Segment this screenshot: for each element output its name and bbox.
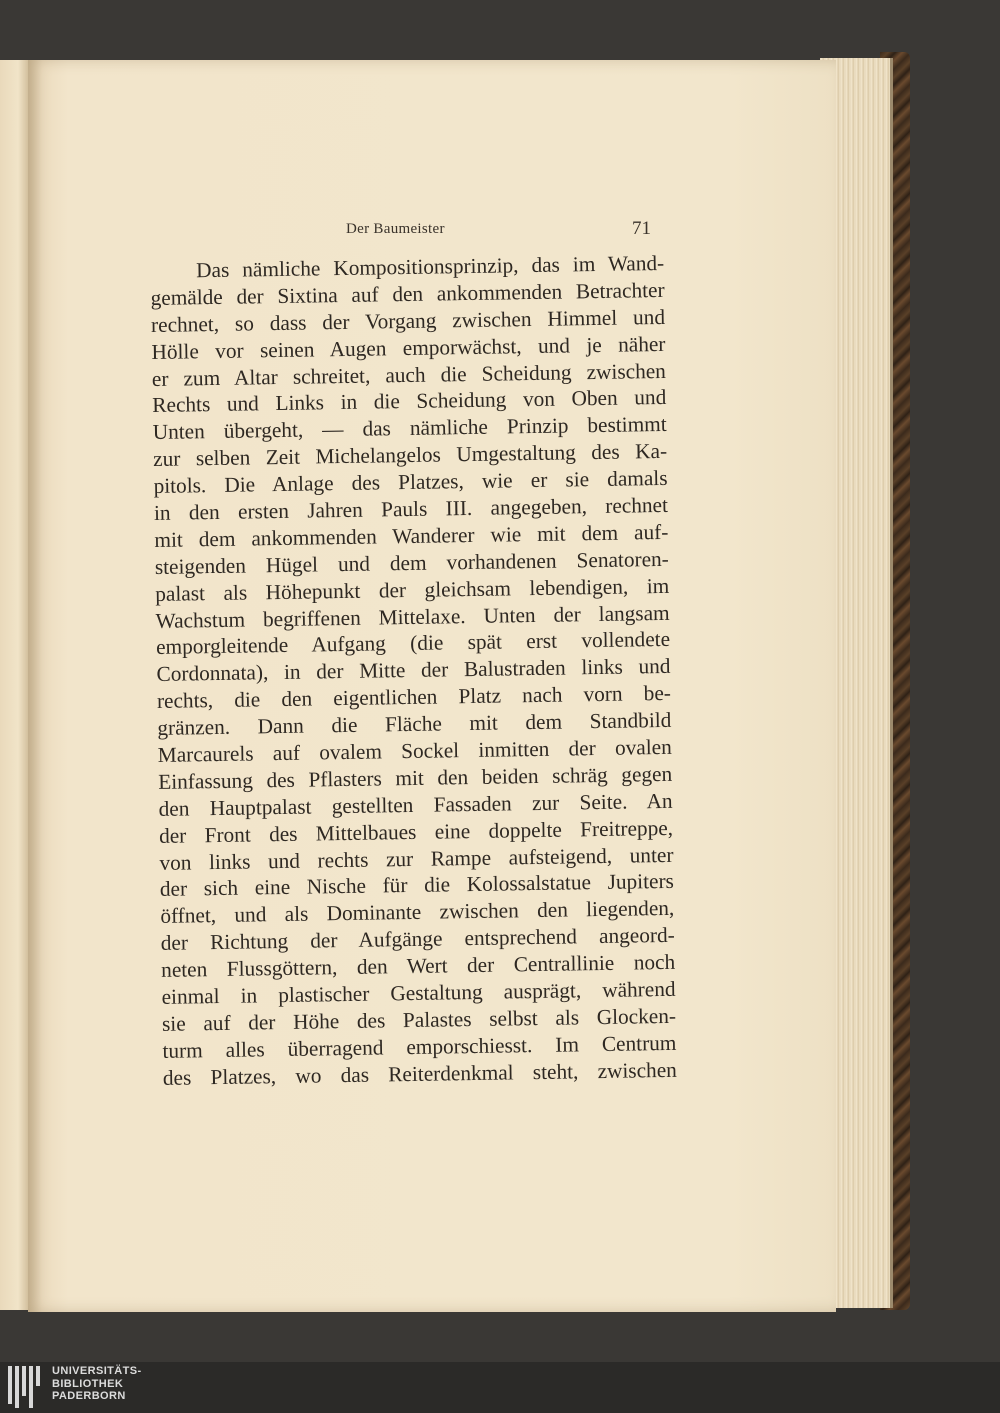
text-line: neten Flussgöttern, den Wert der Centrallinie noch (160, 949, 676, 983)
text-line: einmal in plastischer Gestaltung ausprägt, während (161, 976, 676, 1009)
text-line: turm alles überragend emporschiesst. Im Centrum (162, 1030, 677, 1063)
text-line: Unten übergeht, — das nämliche Prinzip bestimmt (152, 412, 667, 445)
text-line: sie auf der Höhe des Palastes selbst als Glocken- (161, 1003, 677, 1036)
text-line: steigenden Hügel und dem vorhandenen Senatoren- (154, 546, 669, 579)
body-text (150, 250, 677, 1092)
text-line: Das nämliche Kompositionsprinzip, das im Wand- (196, 250, 665, 283)
library-logo-text (52, 1365, 142, 1403)
running-head: Der Baumeister (346, 221, 445, 237)
page-number: 71 (632, 218, 651, 239)
text-line: Wachstum begriffenen Mittelaxe. Unten der langsam (155, 600, 670, 633)
text-line: Marcaurels auf ovalem Sockel inmitten der ovalen (157, 734, 672, 767)
text-line: Hölle vor seinen Augen emporwächst, und je näher (151, 331, 666, 364)
library-logo-icon (8, 1366, 42, 1408)
left-page-edge (0, 60, 30, 1310)
text-line: rechts, die den eigentlichen Platz nach vorn be- (156, 681, 672, 714)
text-line: gemälde der Sixtina auf den ankommenden Betrachter (150, 277, 665, 310)
text-line: in den ersten Jahren Pauls III. angegeben, rechnet (153, 492, 669, 525)
text-line: er zum Altar schreitet, auch die Scheidung zwischen (151, 358, 667, 391)
text-line: rechnet, so dass der Vorgang zwischen Himmel und (150, 304, 666, 337)
text-line: Einfassung des Pflasters mit den beiden schräg gegen (158, 761, 673, 794)
logo-line: UNIVERSITÄTS- (52, 1365, 142, 1377)
text-line: Cordonnata), in der Mitte der Balustraden links und (156, 654, 671, 687)
text-line: Rechts und Links in die Scheidung von Oben und (152, 385, 667, 418)
text-line: von links und rechts zur Rampe aufsteigend, unter (159, 842, 674, 875)
text-line: mit dem ankommenden Wanderer wie mit dem auf- (154, 519, 669, 552)
text-line: öffnet, und als Dominante zwischen den liegenden, (160, 896, 675, 929)
logo-line: PADERBORN (52, 1390, 126, 1402)
text-line: zur selben Zeit Michelangelos Umgestaltung des Ka- (152, 439, 668, 472)
logo-line: BIBLIOTHEK (52, 1377, 124, 1390)
text-line: der Front des Mittelbaues eine doppelte Freitreppe, (158, 815, 674, 848)
text-line: palast als Höhepunkt der gleichsam lebendigen, im (155, 573, 670, 606)
text-line: der Richtung der Aufgänge entsprechend angeord- (160, 923, 675, 956)
text-line: gränzen. Dann die Fläche mit dem Standbild (157, 708, 672, 741)
library-footer (0, 1362, 1000, 1413)
text-line: den Hauptpalast gestellten Fassaden zur Seite. An (158, 788, 673, 821)
text-line: der sich eine Nische für die Kolossalstatue Jupiters (159, 869, 675, 902)
text-line: pitols. Die Anlage des Platzes, wie er sie damals (153, 466, 668, 499)
text-line: emporgleitende Aufgang (die spät erst vollendete (155, 627, 671, 660)
text-line: des Platzes, wo das Reiterdenkmal steht, zwischen (162, 1057, 678, 1090)
